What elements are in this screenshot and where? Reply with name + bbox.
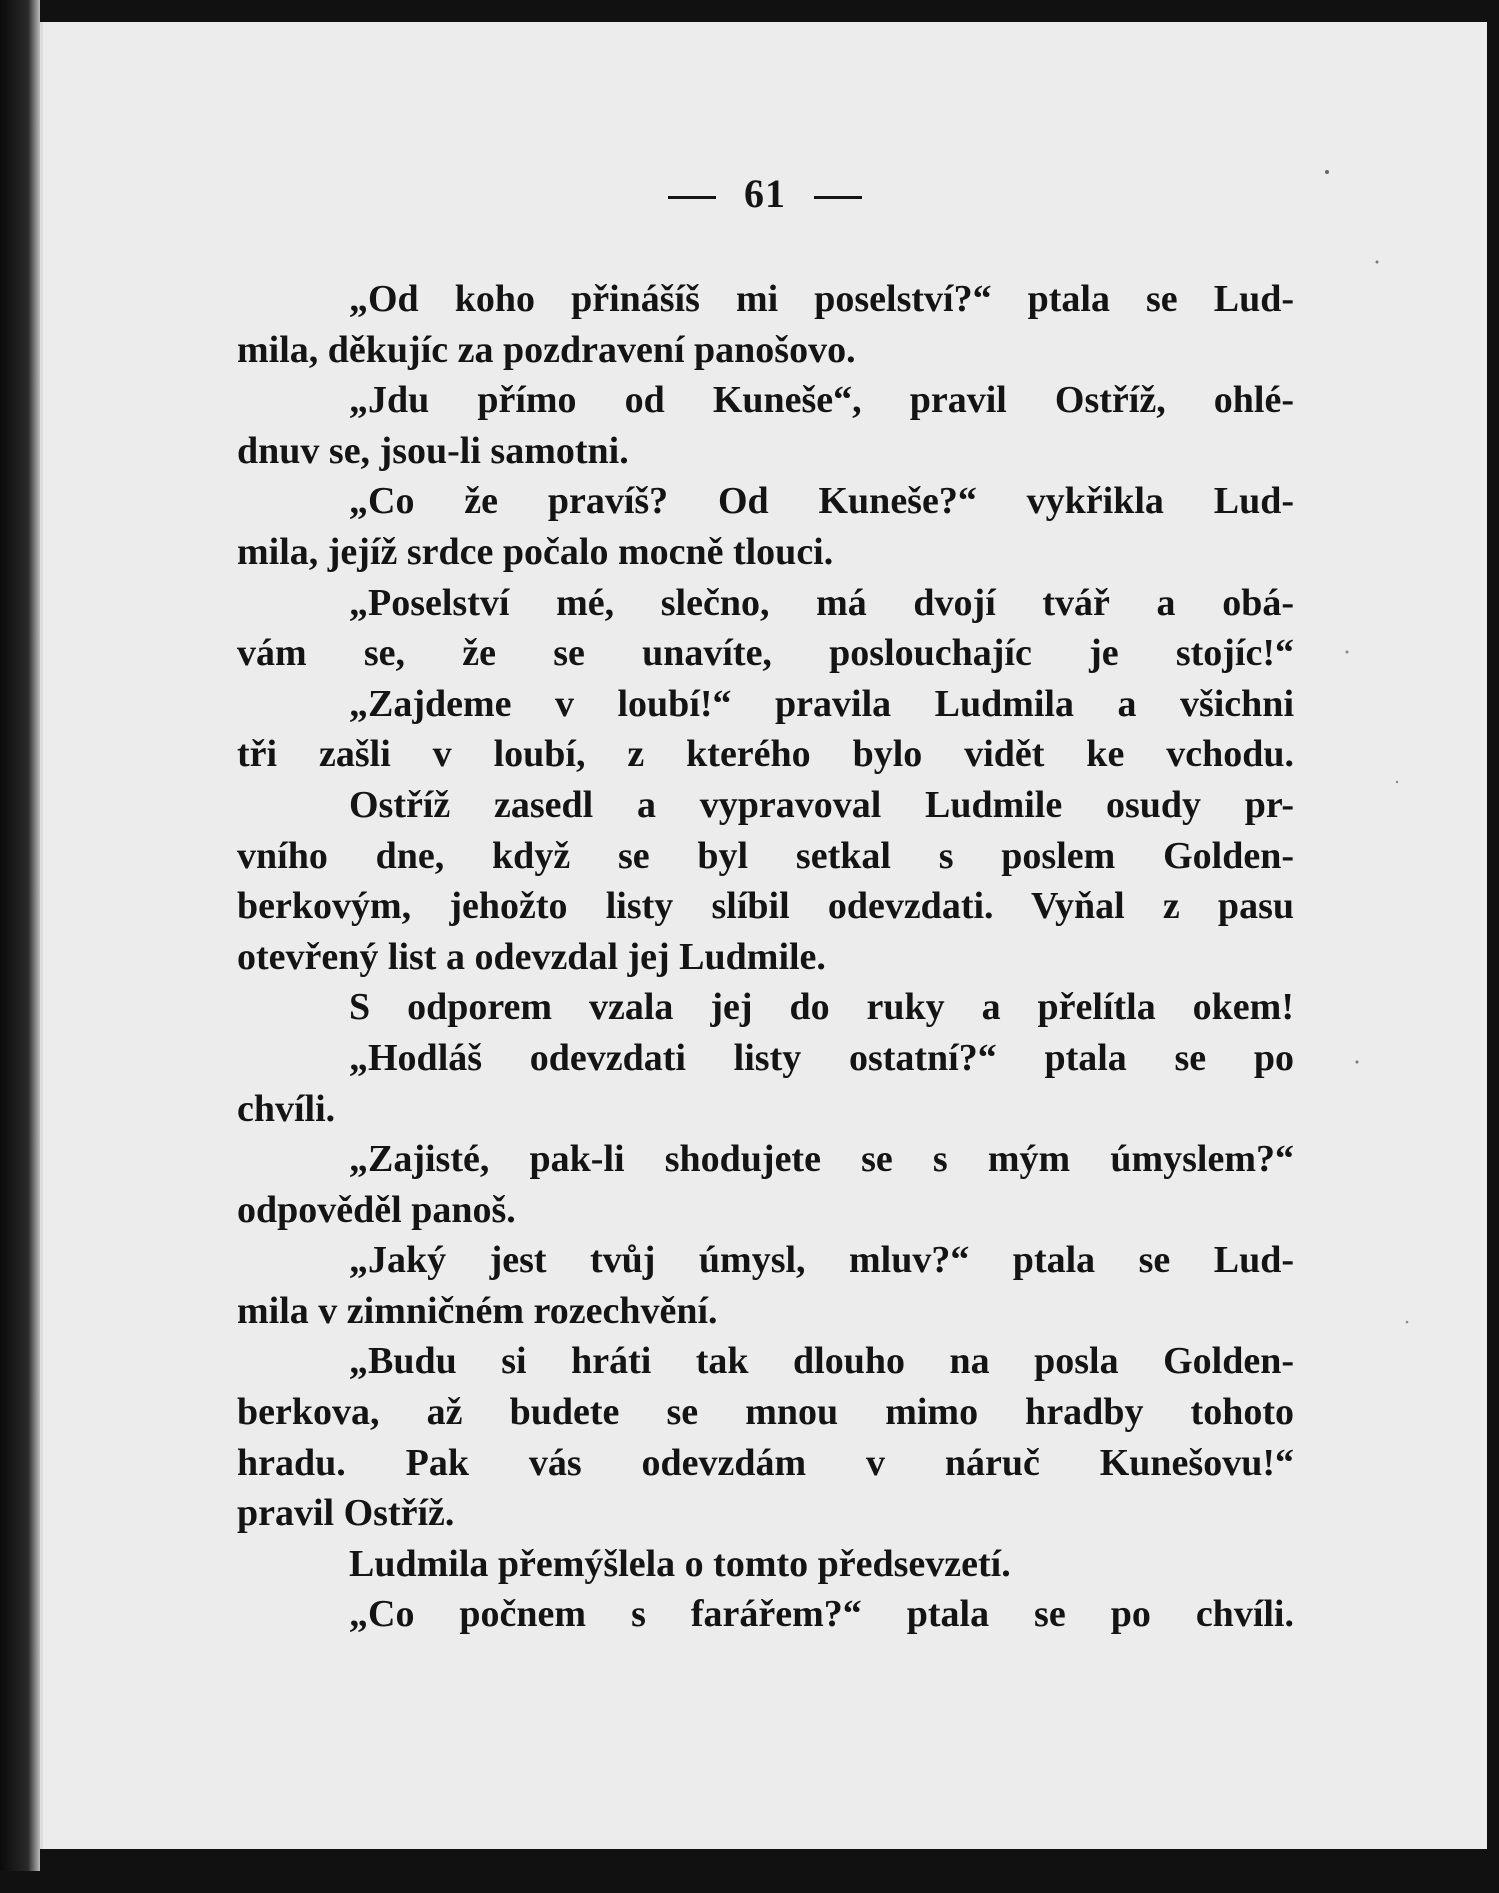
text-line: chvíli. bbox=[237, 1087, 336, 1130]
text-line: „Jdu přímo od Kuneše“, pravil Ostříž, ohlé- bbox=[349, 379, 1294, 422]
text-line: „Poselství mé, slečno, má dvojí tvář a obá- bbox=[349, 581, 1294, 624]
text-line: S odporem vzala jej do ruky a přelítla okem! bbox=[349, 986, 1294, 1029]
text-line: pravil Ostříž. bbox=[237, 1492, 455, 1535]
text-line: „Co počnem s farářem?“ ptala se po chvíli. bbox=[349, 1593, 1294, 1636]
text-line: mila, děkujíc za pozdravení panošovo. bbox=[237, 328, 856, 371]
page-number-header bbox=[43, 170, 1487, 217]
page-number: 61 bbox=[744, 171, 786, 216]
text-line: berkova, až budete se mnou mimo hradby tohoto bbox=[237, 1391, 1294, 1434]
text-line: mila v zimničném rozechvění. bbox=[237, 1289, 718, 1332]
text-line: odpověděl panoš. bbox=[237, 1188, 516, 1231]
text-line: „Od koho přinášíš mi poselství?“ ptala se Lud- bbox=[349, 278, 1294, 320]
text-line: Ludmila přemýšlela o tomto předsevzetí. bbox=[349, 1542, 1011, 1585]
paper-specks bbox=[1287, 22, 1447, 1893]
text-line: „Zajdeme v loubí!“ pravila Ludmila a všichni bbox=[349, 682, 1294, 725]
page-edge-shadow bbox=[0, 0, 40, 1871]
text-line: „Hodláš odevzdati listy ostatní?“ ptala se po bbox=[349, 1036, 1294, 1079]
left-dash bbox=[668, 196, 716, 199]
text-line: hradu. Pak vás odevzdám v náruč Kunešovu!“ bbox=[237, 1441, 1294, 1484]
text-line: vám se, že se unavíte, poslouchajíc je stojíc!“ bbox=[237, 632, 1294, 675]
text-line: „Co že pravíš? Od Kuneše?“ vykřikla Lud- bbox=[349, 480, 1294, 523]
right-dash bbox=[814, 196, 862, 199]
text-line: Ostříž zasedl a vypravoval Ludmile osudy pr- bbox=[349, 783, 1294, 826]
text-line: vního dne, když se byl setkal s poslem Golden- bbox=[237, 834, 1294, 877]
text-line: „Zajisté, pak-li shodujete se s mým úmyslem?“ bbox=[349, 1138, 1294, 1181]
text-line: otevřený list a odevzdal jej Ludmile. bbox=[237, 935, 826, 978]
text-line: „Budu si hráti tak dlouho na posla Golden- bbox=[349, 1340, 1294, 1383]
text-line: tři zašli v loubí, z kterého bylo vidět ke vchodu. bbox=[237, 733, 1294, 776]
text-line: berkovým, jehožto listy slíbil odevzdati. Vyňal z pasu bbox=[237, 885, 1294, 928]
text-line: mila, jejíž srdce počalo mocně tlouci. bbox=[237, 530, 834, 573]
book-page bbox=[40, 22, 1487, 1849]
body-text bbox=[237, 274, 1294, 1640]
text-line: „Jaký jest tvůj úmysl, mluv?“ ptala se Lud- bbox=[349, 1239, 1294, 1282]
text-line: dnuv se, jsou-li samotni. bbox=[237, 429, 629, 472]
